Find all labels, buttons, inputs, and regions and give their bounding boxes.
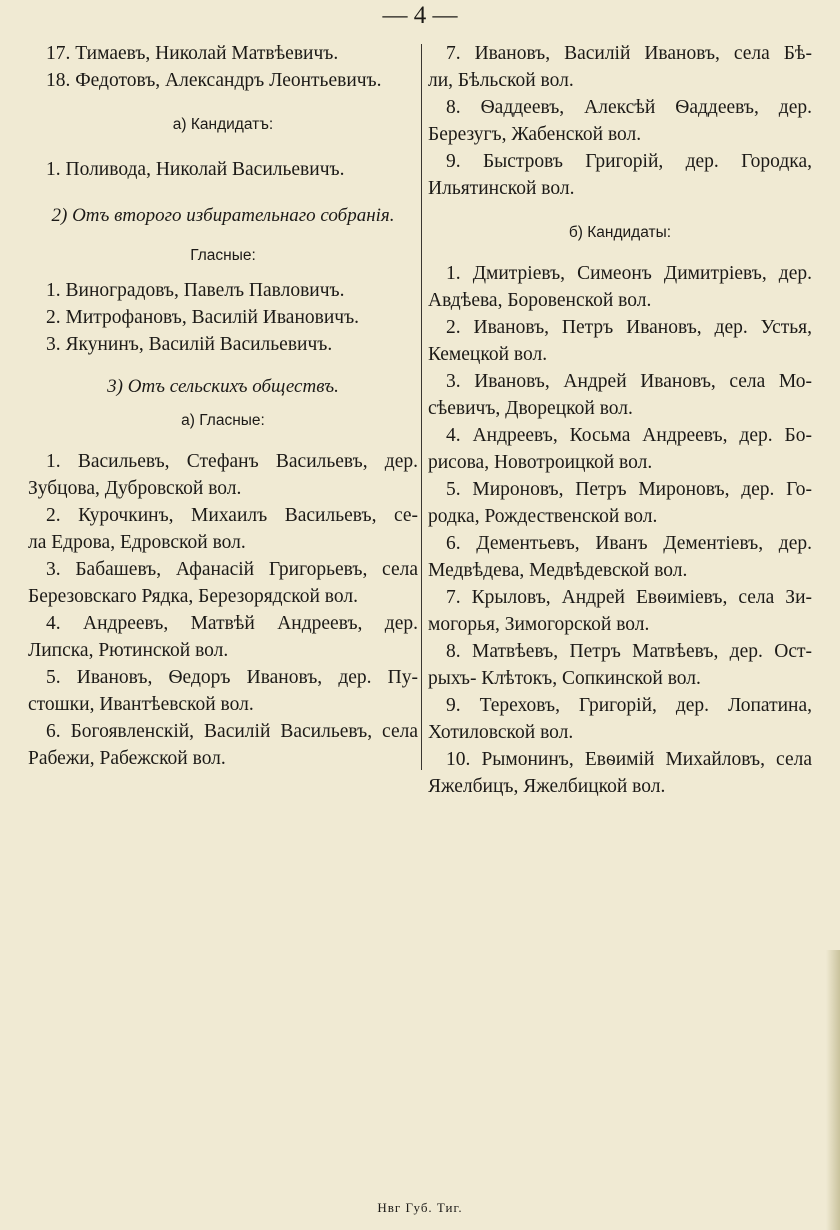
list-item: [428, 422, 812, 476]
list-item: [28, 277, 418, 304]
entry-line: могорья, Зимогорской вол.: [428, 614, 650, 635]
entry-line: Березугъ, Жабенской вол.: [428, 124, 642, 145]
column-divider: [421, 44, 422, 770]
right-column: [428, 40, 812, 800]
entry-line: 1. Васильевъ, Стефанъ Васильевъ, дер.: [46, 451, 418, 472]
entry-line: 9. Быстровъ Григорій, дер. Городка,: [446, 151, 812, 172]
entry-line: рисова, Новотроицкой вол.: [428, 452, 653, 473]
list-item: [28, 156, 418, 183]
rural-heading: а) Гласные:: [181, 412, 265, 429]
entry-line: 6. Богоявленскій, Василій Васильевъ, села: [46, 721, 418, 742]
list-item: [28, 556, 418, 610]
list-item: [428, 638, 812, 692]
section-2-title: 2) Отъ второго избирательнаго собранія.: [51, 205, 395, 226]
entry-line: 3. Ивановъ, Андрей Ивановъ, села Мо-: [446, 371, 812, 392]
list-item: [28, 40, 418, 67]
entry-line: 6. Дементьевъ, Иванъ Дементіевъ, дер.: [446, 533, 812, 554]
entry-line: 2. Курочкинъ, Михаилъ Васильевъ, се-: [46, 505, 418, 526]
entry-line: 5. Ивановъ, Ѳедоръ Ивановъ, дер. Пу-: [46, 667, 418, 688]
edge-shadow: [826, 950, 840, 1230]
entry-line: рыхъ- Клѣтокъ, Сопкинской вол.: [428, 668, 701, 689]
entry-line: 3. Бабашевъ, Афанасій Григорьевъ, села: [46, 559, 418, 580]
entry-line: стошки, Ивантѣевской вол.: [28, 694, 254, 715]
entry-line: Кемецкой вол.: [428, 344, 548, 365]
list-item: [28, 610, 418, 664]
entry-line: 1. Поливода, Николай Васильевичъ.: [46, 159, 345, 180]
candidates-heading: б) Кандидаты:: [568, 224, 672, 241]
list-item: [428, 260, 812, 314]
entry-line: сѣевичъ, Дворецкой вол.: [428, 398, 633, 419]
list-item: [28, 718, 418, 772]
printer-footer: Нвг Губ. Тиг.: [377, 1200, 463, 1215]
entry-line: 9. Тереховъ, Григорій, дер. Лопатина,: [446, 695, 812, 716]
entry-line: Рабежи, Рабежской вол.: [28, 748, 226, 769]
list-item: [428, 368, 812, 422]
left-column: [28, 40, 418, 772]
entry-line: Ильятинской вол.: [428, 178, 575, 199]
entry-line: 8. Ѳаддеевъ, Алексѣй Ѳаддеевъ, дер.: [446, 97, 812, 118]
entry-line: ли, Бѣльской вол.: [428, 70, 574, 91]
list-item: [28, 664, 418, 718]
list-item: [428, 746, 812, 800]
candidate-heading: а) Кандидатъ:: [172, 116, 274, 133]
entry-line: 1. Дмитріевъ, Симеонъ Димитріевъ, дер.: [446, 263, 812, 284]
list-item: [28, 448, 418, 502]
page-number: — 4 —: [382, 2, 458, 29]
list-item: [28, 502, 418, 556]
entry-line: Березовскаго Рядка, Березорядской вол.: [28, 586, 358, 607]
entry-line: родка, Рождественской вол.: [428, 506, 658, 527]
entry-line: Авдѣева, Боровенской вол.: [428, 290, 652, 311]
list-item: [28, 67, 418, 94]
entry-line: 4. Андреевъ, Матвѣй Андреевъ, дер.: [46, 613, 418, 634]
list-item: [428, 40, 812, 94]
section-3-title: 3) Отъ сельскихъ обществъ.: [107, 376, 339, 397]
list-item: [428, 692, 812, 746]
list-item: [428, 530, 812, 584]
entry-line: 4. Андреевъ, Косьма Андреевъ, дер. Бо-: [446, 425, 812, 446]
entry-line: Яжелбицъ, Яжелбицкой вол.: [428, 776, 666, 797]
entry-line: Липска, Рютинской вол.: [28, 640, 229, 661]
entry-line: 2. Ивановъ, Петръ Ивановъ, дер. Устья,: [446, 317, 812, 338]
entry-line: ла Едрова, Едровской вол.: [28, 532, 246, 553]
list-item: [428, 476, 812, 530]
list-item: [428, 314, 812, 368]
list-item: [28, 304, 418, 331]
entry-line: Зубцова, Дубровской вол.: [28, 478, 242, 499]
list-item: [428, 584, 812, 638]
entry-line: 1. Виноградовъ, Павелъ Павловичъ.: [46, 280, 345, 301]
entry-line: 2. Митрофановъ, Василій Ивановичъ.: [46, 307, 360, 328]
entry-line: 5. Мироновъ, Петръ Мироновъ, дер. Го-: [446, 479, 812, 500]
entry-line: Медвѣдева, Медвѣдевской вол.: [428, 560, 688, 581]
entry-line: Хотиловской вол.: [428, 722, 574, 743]
glasnye-heading: Гласные:: [190, 247, 256, 264]
entry-line: 7. Крыловъ, Андрей Евѳиміевъ, села Зи-: [446, 587, 812, 608]
entry-line: 17. Тимаевъ, Николай Матвѣевичъ.: [46, 43, 339, 64]
list-item: [28, 331, 418, 358]
list-item: [428, 94, 812, 148]
entry-line: 8. Матвѣевъ, Петръ Матвѣевъ, дер. Ост-: [446, 641, 812, 662]
entry-line: 7. Ивановъ, Василій Ивановъ, села Бѣ-: [446, 43, 812, 64]
list-item: [428, 148, 812, 202]
entry-line: 10. Рымонинъ, Евѳимій Михайловъ, села: [446, 749, 812, 770]
entry-line: 3. Якунинъ, Василій Васильевичъ.: [46, 334, 333, 355]
entry-line: 18. Федотовъ, Александръ Леонтьевичъ.: [46, 70, 382, 91]
